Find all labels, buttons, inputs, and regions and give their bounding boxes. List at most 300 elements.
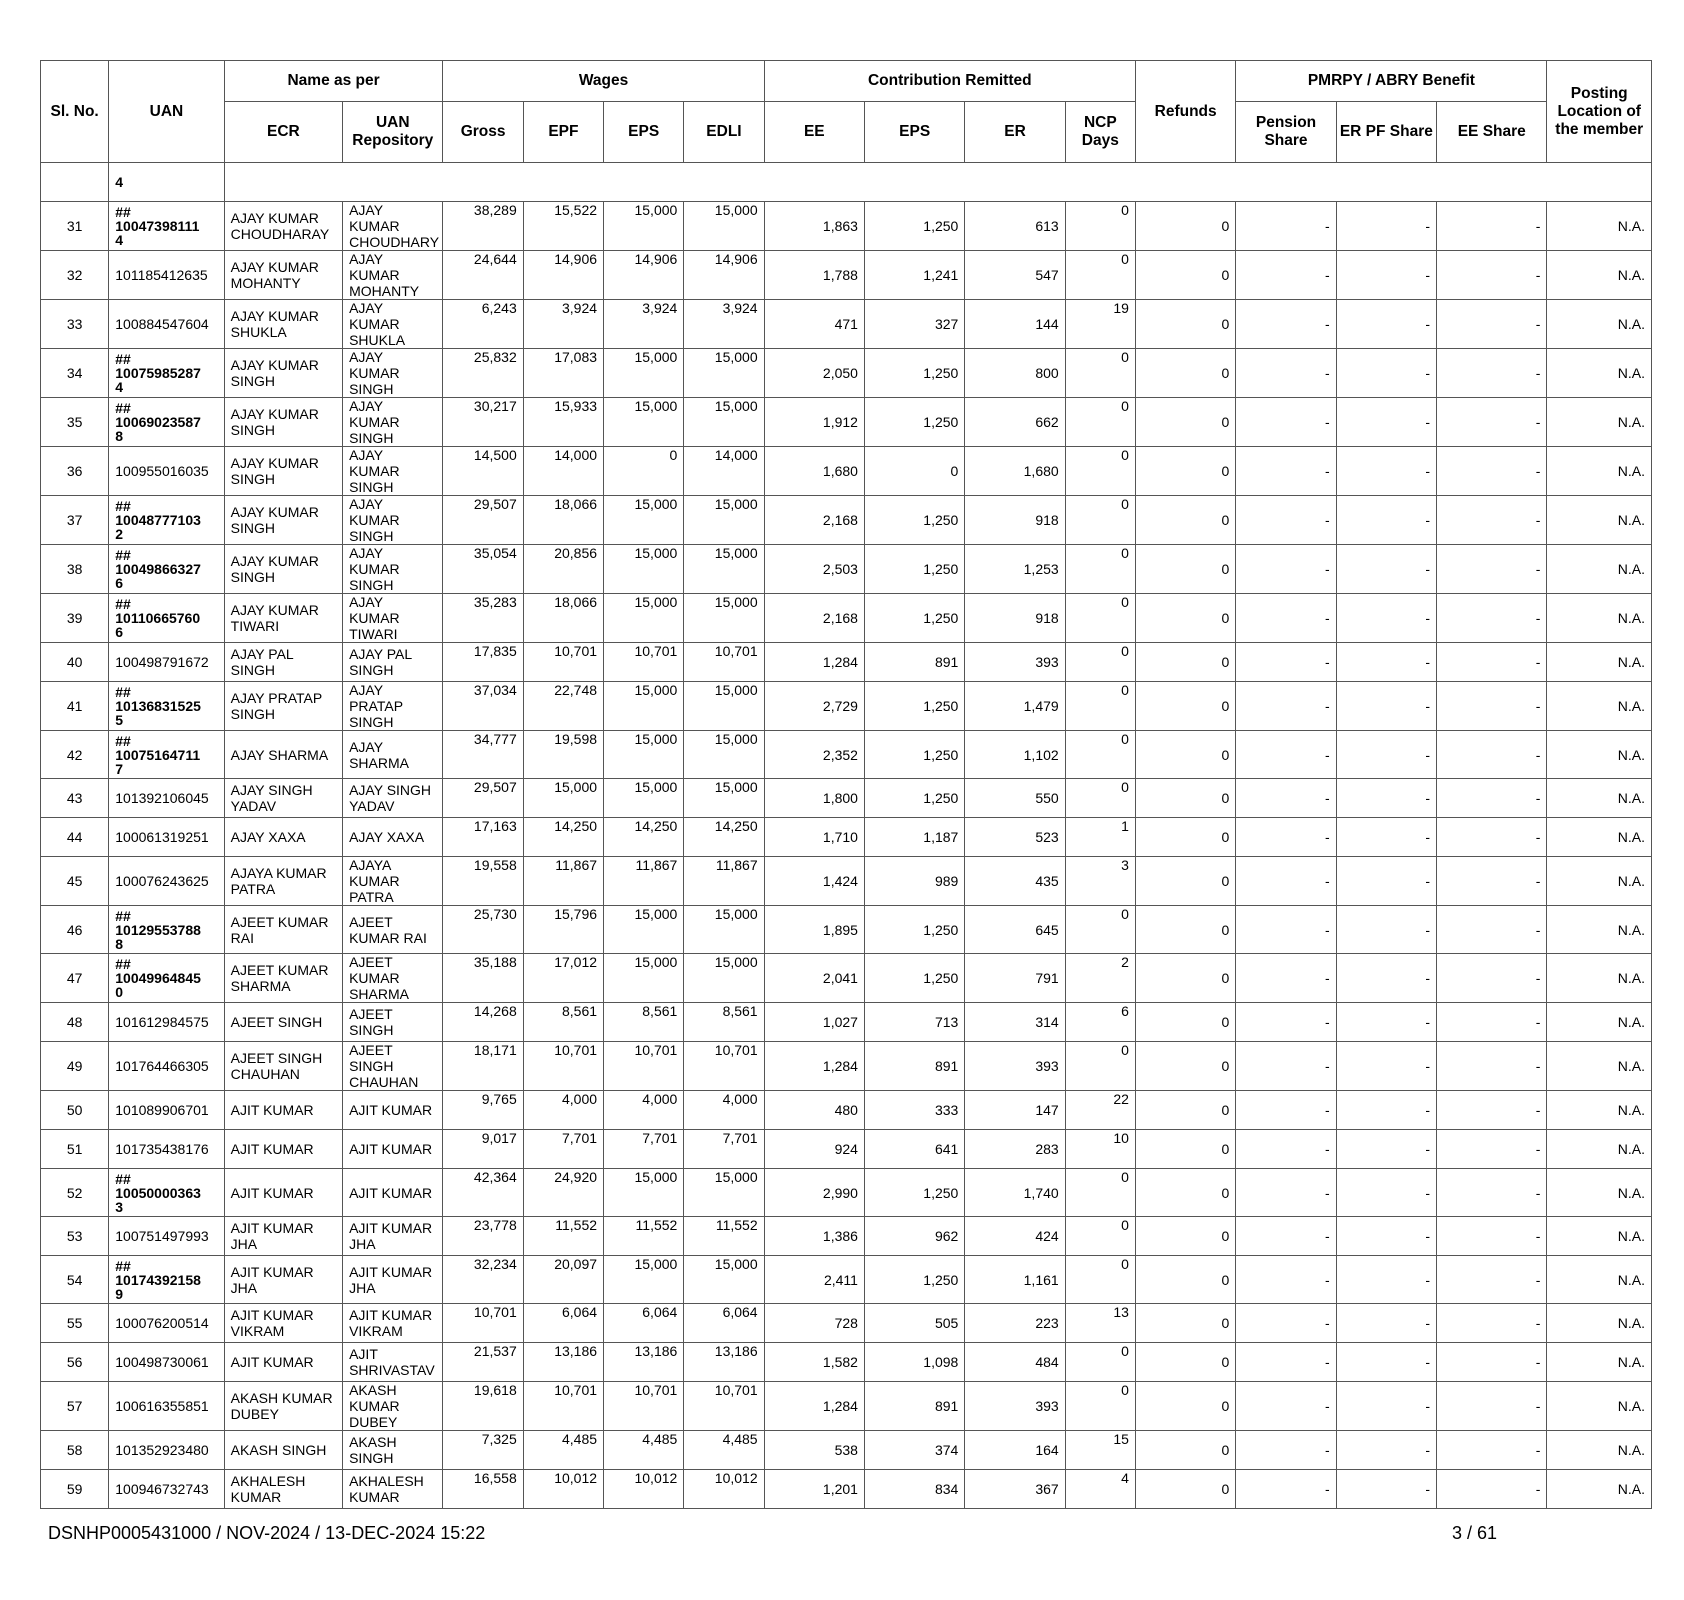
cell-name-ecr: AJAY KUMAR TIWARI	[224, 594, 342, 643]
cell-edli: 14,906	[684, 251, 764, 300]
cell-name-uan-repository: AJIT KUMAR	[343, 1169, 443, 1217]
cell-eps: 15,000	[604, 1256, 684, 1304]
cell-ee: 1,800	[764, 779, 864, 818]
cell-contribution-eps: 962	[864, 1217, 964, 1256]
cell-posting-location: N.A.	[1547, 1169, 1652, 1217]
cell-refunds: 0	[1135, 1003, 1235, 1042]
cell-pension-share: -	[1236, 545, 1336, 594]
cell-name-ecr: AJAY KUMAR MOHANTY	[224, 251, 342, 300]
cell-edli: 4,485	[684, 1431, 764, 1470]
cell-sl-no: 58	[41, 1431, 109, 1470]
cell-ncp-days: 15	[1065, 1431, 1135, 1470]
cell-epf: 10,701	[523, 643, 603, 682]
cell-refunds: 0	[1135, 1470, 1235, 1509]
cell-ncp-days: 0	[1065, 1217, 1135, 1256]
cell-uan: ## 10049964845 0	[109, 954, 224, 1003]
cell-uan: ## 10075164711 7	[109, 731, 224, 779]
cell-contribution-eps: 1,250	[864, 545, 964, 594]
cell-refunds: 0	[1135, 643, 1235, 682]
cell-posting-location: N.A.	[1547, 447, 1652, 496]
table-row	[41, 594, 1652, 643]
cell-sl-no: 43	[41, 779, 109, 818]
table-row	[41, 1130, 1652, 1169]
cell-ncp-days: 0	[1065, 398, 1135, 447]
cell-er-pf-share: -	[1336, 1169, 1436, 1217]
cell-ee-share: -	[1437, 202, 1547, 251]
cell-epf: 20,097	[523, 1256, 603, 1304]
cell-posting-location: N.A.	[1547, 202, 1652, 251]
cell-uan: 100946732743	[109, 1470, 224, 1509]
cell-name-ecr: AJAY PRATAP SINGH	[224, 682, 342, 731]
cell-sl-no: 50	[41, 1091, 109, 1130]
cell-eps: 14,250	[604, 818, 684, 857]
cell-pension-share: -	[1236, 1256, 1336, 1304]
cell-name-ecr: AJAY KUMAR SINGH	[224, 447, 342, 496]
cell-uan: ## 10050000363 3	[109, 1169, 224, 1217]
cell-name-ecr: AJEET KUMAR RAI	[224, 906, 342, 954]
cell-eps: 15,000	[604, 731, 684, 779]
cell-sl-no: 56	[41, 1343, 109, 1382]
cell-gross: 21,537	[443, 1343, 523, 1382]
table-row	[41, 1382, 1652, 1431]
cell-refunds: 0	[1135, 906, 1235, 954]
table-row	[41, 906, 1652, 954]
cell-epf: 15,000	[523, 779, 603, 818]
cell-pension-share: -	[1236, 300, 1336, 349]
cell-ee-share: -	[1437, 398, 1547, 447]
cell-pension-share: -	[1236, 818, 1336, 857]
cell-sl-no: 36	[41, 447, 109, 496]
col-epf: EPF	[523, 102, 603, 163]
cell-name-uan-repository: AJIT KUMAR JHA	[343, 1217, 443, 1256]
col-eps: EPS	[604, 102, 684, 163]
col-edli: EDLI	[684, 102, 764, 163]
cell-er-pf-share: -	[1336, 1003, 1436, 1042]
cell-er-pf-share: -	[1336, 857, 1436, 906]
cell-edli: 8,561	[684, 1003, 764, 1042]
cell-posting-location: N.A.	[1547, 545, 1652, 594]
cell-ncp-days: 0	[1065, 496, 1135, 545]
cell-name-ecr: AJIT KUMAR	[224, 1130, 342, 1169]
cell-eps: 15,000	[604, 779, 684, 818]
cell-ee: 2,168	[764, 594, 864, 643]
cell-eps: 3,924	[604, 300, 684, 349]
cell-ee: 2,050	[764, 349, 864, 398]
cell-uan: 101392106045	[109, 779, 224, 818]
cell-pension-share: -	[1236, 202, 1336, 251]
cell-epf: 14,250	[523, 818, 603, 857]
cell-posting-location: N.A.	[1547, 1470, 1652, 1509]
cell-er-pf-share: -	[1336, 682, 1436, 731]
cell-ee: 1,027	[764, 1003, 864, 1042]
cell-ee: 2,503	[764, 545, 864, 594]
col-group-name-as-per: Name as per	[224, 61, 443, 102]
cell-name-uan-repository: AJAY KUMAR TIWARI	[343, 594, 443, 643]
col-pension-share: Pension Share	[1236, 102, 1336, 163]
cell-er: 393	[965, 643, 1065, 682]
cell-er-pf-share: -	[1336, 545, 1436, 594]
cell-sl-no: 46	[41, 906, 109, 954]
cell-gross: 23,778	[443, 1217, 523, 1256]
cell-uan: ## 10048777103 2	[109, 496, 224, 545]
cell-epf: 10,701	[523, 1042, 603, 1091]
cell-pension-share: -	[1236, 1217, 1336, 1256]
cell-ee-share: -	[1437, 1382, 1547, 1431]
cell-name-uan-repository: AJEET SINGH	[343, 1003, 443, 1042]
cell-uan: 100076200514	[109, 1304, 224, 1343]
table-row	[41, 496, 1652, 545]
table-row	[41, 1169, 1652, 1217]
cell-edli: 15,000	[684, 682, 764, 731]
col-ee-share: EE Share	[1437, 102, 1547, 163]
cell-name-uan-repository: AJAY KUMAR SINGH	[343, 349, 443, 398]
cell-epf: 7,701	[523, 1130, 603, 1169]
cell-name-uan-repository: AJEET KUMAR SHARMA	[343, 954, 443, 1003]
cell-name-ecr: AJIT KUMAR JHA	[224, 1217, 342, 1256]
cell-name-ecr: AJIT KUMAR VIKRAM	[224, 1304, 342, 1343]
cell-posting-location: N.A.	[1547, 643, 1652, 682]
cell-ncp-days: 4	[1065, 1470, 1135, 1509]
cell-name-uan-repository: AJAYA KUMAR PATRA	[343, 857, 443, 906]
cell-ee: 924	[764, 1130, 864, 1169]
cell-ncp-days: 0	[1065, 1042, 1135, 1091]
cell-posting-location: N.A.	[1547, 1217, 1652, 1256]
table-row	[41, 1091, 1652, 1130]
table-row	[41, 954, 1652, 1003]
cell-ncp-days: 0	[1065, 545, 1135, 594]
cell-uan: ## 10174392158 9	[109, 1256, 224, 1304]
cell-ncp-days: 10	[1065, 1130, 1135, 1169]
cell-uan: 100751497993	[109, 1217, 224, 1256]
cell-eps: 15,000	[604, 954, 684, 1003]
cell-sl-no: 47	[41, 954, 109, 1003]
cell-refunds: 0	[1135, 1382, 1235, 1431]
cell-ee-share: -	[1437, 300, 1547, 349]
cell-pension-share: -	[1236, 1042, 1336, 1091]
cell-pension-share: -	[1236, 594, 1336, 643]
cell-posting-location: N.A.	[1547, 1042, 1652, 1091]
table-row	[41, 447, 1652, 496]
cell-pension-share: -	[1236, 447, 1336, 496]
cell-ee: 1,201	[764, 1470, 864, 1509]
cell-ee: 471	[764, 300, 864, 349]
cell-er-pf-share: -	[1336, 1091, 1436, 1130]
cell-contribution-eps: 891	[864, 1382, 964, 1431]
cell-name-uan-repository: AJAY PAL SINGH	[343, 643, 443, 682]
cell-edli: 15,000	[684, 731, 764, 779]
cell-name-uan-repository: AJIT KUMAR	[343, 1130, 443, 1169]
cell-refunds: 0	[1135, 1304, 1235, 1343]
cell-er: 662	[965, 398, 1065, 447]
cell-refunds: 0	[1135, 779, 1235, 818]
table-row	[41, 545, 1652, 594]
cell-er: 1,253	[965, 545, 1065, 594]
cell-edli: 15,000	[684, 594, 764, 643]
cell-edli: 15,000	[684, 545, 764, 594]
cell-contribution-eps: 1,250	[864, 202, 964, 251]
cell-ee: 1,788	[764, 251, 864, 300]
cell-epf: 10,012	[523, 1470, 603, 1509]
cell-sl-no: 41	[41, 682, 109, 731]
cell-posting-location: N.A.	[1547, 818, 1652, 857]
cell-refunds: 0	[1135, 818, 1235, 857]
cell-gross: 29,507	[443, 779, 523, 818]
table-row	[41, 731, 1652, 779]
cell-posting-location: N.A.	[1547, 1130, 1652, 1169]
cell-eps: 15,000	[604, 906, 684, 954]
cell-posting-location: N.A.	[1547, 300, 1652, 349]
cell-pension-share: -	[1236, 906, 1336, 954]
cell-contribution-eps: 1,250	[864, 1169, 964, 1217]
cell-sl-no: 40	[41, 643, 109, 682]
table-header	[41, 61, 1652, 163]
cell-sl-no: 34	[41, 349, 109, 398]
cell-ee: 2,411	[764, 1256, 864, 1304]
cell-name-ecr: AJAY KUMAR SINGH	[224, 349, 342, 398]
cell-refunds: 0	[1135, 398, 1235, 447]
cell-ee: 1,710	[764, 818, 864, 857]
cell-eps: 0	[604, 447, 684, 496]
cell-eps: 8,561	[604, 1003, 684, 1042]
cell-posting-location: N.A.	[1547, 1091, 1652, 1130]
cell-name-uan-repository: AJIT SHRIVASTAV	[343, 1343, 443, 1382]
cell-ee: 2,041	[764, 954, 864, 1003]
cell-sl-no: 42	[41, 731, 109, 779]
cell-ee-share: -	[1437, 251, 1547, 300]
cell-pension-share: -	[1236, 1304, 1336, 1343]
cell-ee-share: -	[1437, 1003, 1547, 1042]
cell-er-pf-share: -	[1336, 398, 1436, 447]
continuation-sl	[41, 163, 109, 202]
cell-ncp-days: 2	[1065, 954, 1135, 1003]
cell-eps: 14,906	[604, 251, 684, 300]
cell-edli: 15,000	[684, 398, 764, 447]
cell-er: 645	[965, 906, 1065, 954]
cell-er-pf-share: -	[1336, 594, 1436, 643]
cell-eps: 15,000	[604, 594, 684, 643]
cell-ee-share: -	[1437, 779, 1547, 818]
cell-name-ecr: AJAYA KUMAR PATRA	[224, 857, 342, 906]
cell-gross: 34,777	[443, 731, 523, 779]
cell-eps: 10,012	[604, 1470, 684, 1509]
cell-er: 1,479	[965, 682, 1065, 731]
cell-gross: 9,017	[443, 1130, 523, 1169]
cell-sl-no: 35	[41, 398, 109, 447]
cell-er-pf-share: -	[1336, 1343, 1436, 1382]
cell-name-uan-repository: AJAY KUMAR SINGH	[343, 398, 443, 447]
cell-eps: 11,867	[604, 857, 684, 906]
cell-contribution-eps: 505	[864, 1304, 964, 1343]
cell-er: 1,161	[965, 1256, 1065, 1304]
cell-ncp-days: 1	[1065, 818, 1135, 857]
cell-posting-location: N.A.	[1547, 398, 1652, 447]
cell-ncp-days: 0	[1065, 682, 1135, 731]
cell-contribution-eps: 1,250	[864, 682, 964, 731]
cell-er: 393	[965, 1382, 1065, 1431]
cell-er: 1,740	[965, 1169, 1065, 1217]
cell-gross: 9,765	[443, 1091, 523, 1130]
cell-name-uan-repository: AJEET SINGH CHAUHAN	[343, 1042, 443, 1091]
cell-sl-no: 45	[41, 857, 109, 906]
cell-uan: 101612984575	[109, 1003, 224, 1042]
cell-sl-no: 57	[41, 1382, 109, 1431]
cell-sl-no: 55	[41, 1304, 109, 1343]
cell-name-ecr: AJAY PAL SINGH	[224, 643, 342, 682]
cell-pension-share: -	[1236, 349, 1336, 398]
cell-ee-share: -	[1437, 682, 1547, 731]
cell-uan: ## 10047398111 4	[109, 202, 224, 251]
cell-edli: 10,012	[684, 1470, 764, 1509]
cell-ncp-days: 22	[1065, 1091, 1135, 1130]
cell-name-uan-repository: AKASH SINGH	[343, 1431, 443, 1470]
cell-gross: 35,283	[443, 594, 523, 643]
cell-name-uan-repository: AJAY SHARMA	[343, 731, 443, 779]
cell-ee-share: -	[1437, 643, 1547, 682]
cell-name-ecr: AJIT KUMAR JHA	[224, 1256, 342, 1304]
cell-name-uan-repository: AKASH KUMAR DUBEY	[343, 1382, 443, 1431]
cell-sl-no: 39	[41, 594, 109, 643]
cell-er: 367	[965, 1470, 1065, 1509]
cell-pension-share: -	[1236, 954, 1336, 1003]
cell-name-ecr: AKASH SINGH	[224, 1431, 342, 1470]
cell-er-pf-share: -	[1336, 954, 1436, 1003]
cell-edli: 13,186	[684, 1343, 764, 1382]
cell-sl-no: 59	[41, 1470, 109, 1509]
cell-posting-location: N.A.	[1547, 1382, 1652, 1431]
cell-contribution-eps: 891	[864, 1042, 964, 1091]
col-er-pf-share: ER PF Share	[1336, 102, 1436, 163]
col-refunds: Refunds	[1135, 61, 1235, 163]
cell-gross: 30,217	[443, 398, 523, 447]
table-row	[41, 1256, 1652, 1304]
cell-ee-share: -	[1437, 1470, 1547, 1509]
cell-eps: 13,186	[604, 1343, 684, 1382]
cell-er: 424	[965, 1217, 1065, 1256]
table-row	[41, 643, 1652, 682]
cell-name-uan-repository: AJAY KUMAR SHUKLA	[343, 300, 443, 349]
cell-contribution-eps: 1,250	[864, 779, 964, 818]
cell-uan: ## 10136831525 5	[109, 682, 224, 731]
cell-ncp-days: 0	[1065, 1382, 1135, 1431]
cell-er: 484	[965, 1343, 1065, 1382]
cell-ee-share: -	[1437, 545, 1547, 594]
cell-ee-share: -	[1437, 1304, 1547, 1343]
cell-ee: 1,863	[764, 202, 864, 251]
cell-epf: 15,933	[523, 398, 603, 447]
cell-name-ecr: AKHALESH KUMAR	[224, 1470, 342, 1509]
cell-pension-share: -	[1236, 857, 1336, 906]
cell-contribution-eps: 374	[864, 1431, 964, 1470]
cell-sl-no: 48	[41, 1003, 109, 1042]
cell-eps: 6,064	[604, 1304, 684, 1343]
cell-uan: 101352923480	[109, 1431, 224, 1470]
cell-ee-share: -	[1437, 1217, 1547, 1256]
table-row	[41, 398, 1652, 447]
table-row	[41, 779, 1652, 818]
cell-ncp-days: 0	[1065, 447, 1135, 496]
cell-uan: 100498791672	[109, 643, 224, 682]
cell-name-ecr: AJIT KUMAR	[224, 1169, 342, 1217]
cell-epf: 14,906	[523, 251, 603, 300]
cell-refunds: 0	[1135, 202, 1235, 251]
cell-er: 393	[965, 1042, 1065, 1091]
cell-ncp-days: 0	[1065, 202, 1135, 251]
cell-eps: 15,000	[604, 682, 684, 731]
cell-er-pf-share: -	[1336, 779, 1436, 818]
table-row	[41, 1431, 1652, 1470]
cell-uan: ## 10129553788 8	[109, 906, 224, 954]
cell-er: 547	[965, 251, 1065, 300]
cell-eps: 4,000	[604, 1091, 684, 1130]
cell-pension-share: -	[1236, 1130, 1336, 1169]
cell-name-ecr: AJAY KUMAR SINGH	[224, 545, 342, 594]
cell-uan: 101764466305	[109, 1042, 224, 1091]
col-uan: UAN	[109, 61, 224, 163]
cell-posting-location: N.A.	[1547, 731, 1652, 779]
cell-pension-share: -	[1236, 1343, 1336, 1382]
cell-refunds: 0	[1135, 1431, 1235, 1470]
cell-ee-share: -	[1437, 496, 1547, 545]
cell-ee: 1,912	[764, 398, 864, 447]
cell-posting-location: N.A.	[1547, 594, 1652, 643]
col-posting-location: Posting Location of the member	[1547, 61, 1652, 163]
cell-edli: 7,701	[684, 1130, 764, 1169]
cell-contribution-eps: 1,250	[864, 496, 964, 545]
cell-contribution-eps: 1,250	[864, 1256, 964, 1304]
cell-edli: 14,000	[684, 447, 764, 496]
cell-er: 613	[965, 202, 1065, 251]
cell-pension-share: -	[1236, 398, 1336, 447]
cell-eps: 10,701	[604, 643, 684, 682]
cell-pension-share: -	[1236, 1169, 1336, 1217]
cell-ncp-days: 6	[1065, 1003, 1135, 1042]
cell-refunds: 0	[1135, 1169, 1235, 1217]
cell-er: 314	[965, 1003, 1065, 1042]
cell-eps: 15,000	[604, 202, 684, 251]
cell-epf: 6,064	[523, 1304, 603, 1343]
cell-gross: 10,701	[443, 1304, 523, 1343]
cell-sl-no: 37	[41, 496, 109, 545]
cell-posting-location: N.A.	[1547, 1304, 1652, 1343]
cell-gross: 14,500	[443, 447, 523, 496]
table-row	[41, 251, 1652, 300]
cell-gross: 29,507	[443, 496, 523, 545]
cell-ncp-days: 0	[1065, 906, 1135, 954]
cell-name-uan-repository: AJAY KUMAR SINGH	[343, 447, 443, 496]
continuation-blank	[224, 163, 1651, 202]
cell-epf: 11,552	[523, 1217, 603, 1256]
table-row	[41, 1470, 1652, 1509]
cell-uan: 100955016035	[109, 447, 224, 496]
cell-eps: 15,000	[604, 398, 684, 447]
cell-posting-location: N.A.	[1547, 906, 1652, 954]
cell-ncp-days: 0	[1065, 779, 1135, 818]
cell-refunds: 0	[1135, 251, 1235, 300]
cell-edli: 11,867	[684, 857, 764, 906]
cell-edli: 15,000	[684, 202, 764, 251]
cell-name-ecr: AJIT KUMAR	[224, 1091, 342, 1130]
cell-ee-share: -	[1437, 1256, 1547, 1304]
cell-pension-share: -	[1236, 496, 1336, 545]
cell-pension-share: -	[1236, 1431, 1336, 1470]
cell-er-pf-share: -	[1336, 1042, 1436, 1091]
cell-edli: 6,064	[684, 1304, 764, 1343]
continuation-uan: 4	[109, 163, 224, 202]
cell-ee: 538	[764, 1431, 864, 1470]
cell-ee: 728	[764, 1304, 864, 1343]
cell-refunds: 0	[1135, 349, 1235, 398]
cell-sl-no: 52	[41, 1169, 109, 1217]
